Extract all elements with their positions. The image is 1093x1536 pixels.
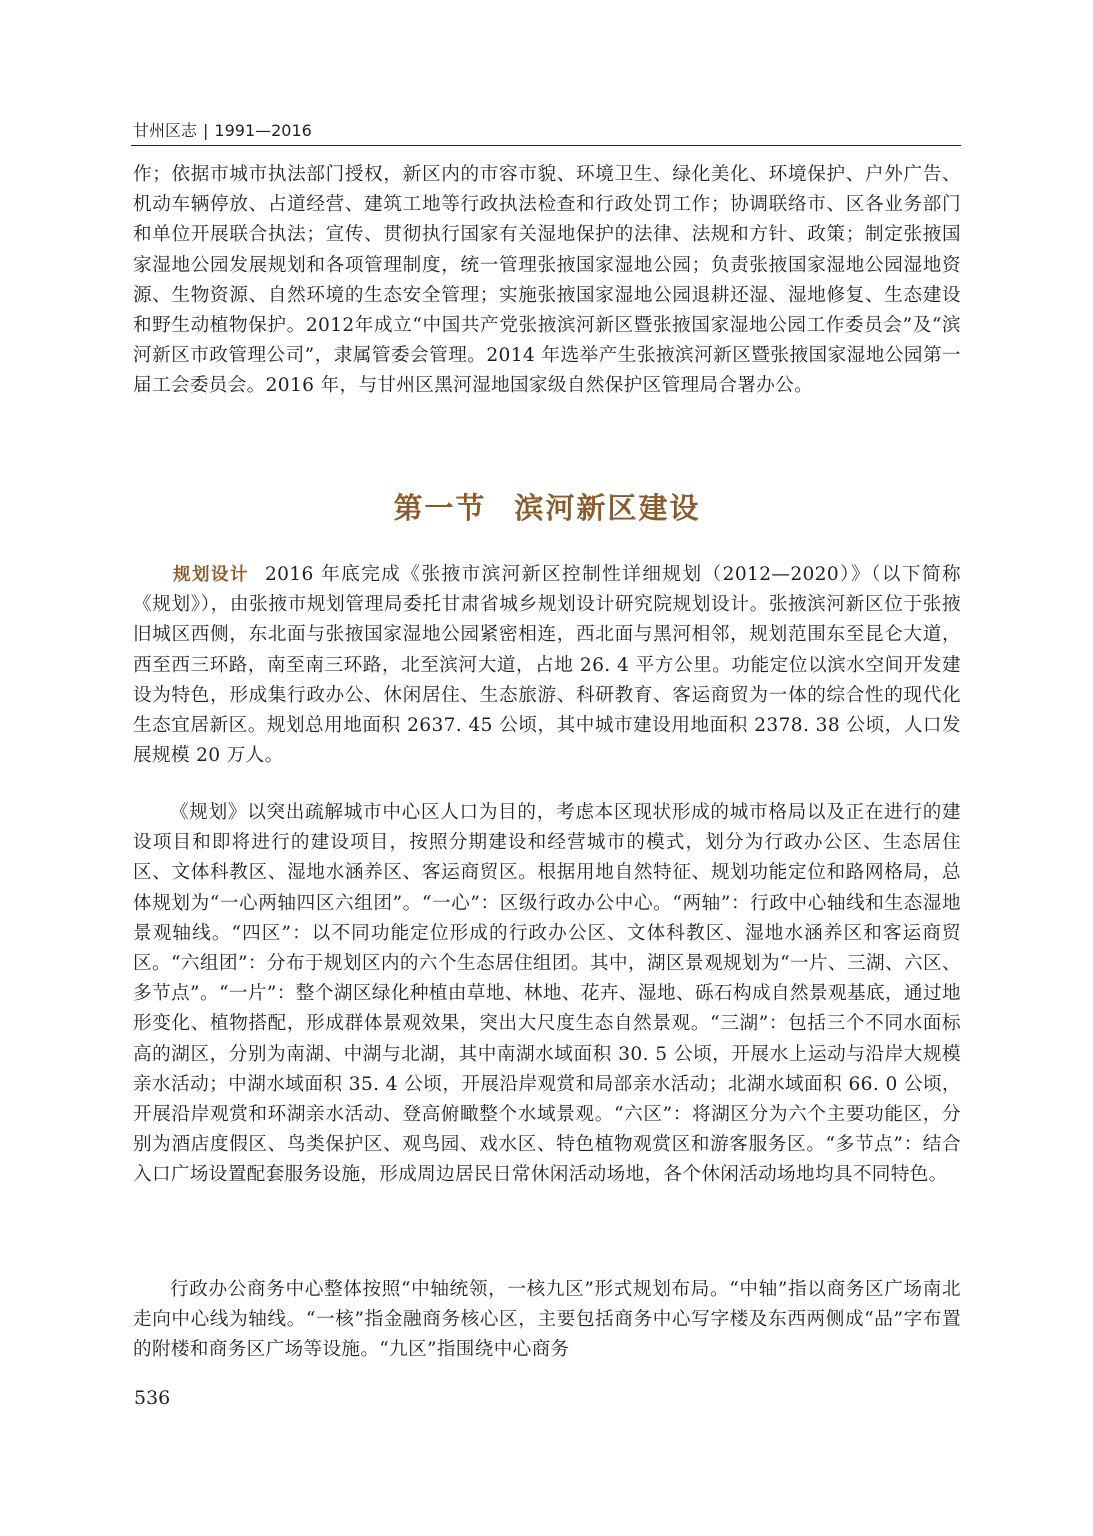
- section-heading: 滨河新区建设: [514, 491, 701, 525]
- intro-paragraph: 作；依据市城市执法部门授权，新区内的市容市貌、环境卫生、绿化美化、环境保护、户外广告、机动车辆停放、占道经营、建筑工地等行政执法检查和行政处罚工作；协调联络市、区各业务部门和单位开展联合执法；宣传、贯彻执行国家有关湿地保护的法律、法规和方针、政策；制定张掖国家湿地公园发展规划和各项管理制度，统一管理张掖国家湿地公园；负责张掖国家湿地公园湿地资源、生物资源、自然环境的生态安全管理；实施张掖国家湿地公园退耕还湿、湿地修复、生态建设和野生动植物保护。2012年成立“中国共产党张掖滨河新区暨张掖国家湿地公园工作委员会”及“滨河新区市政管理公司”，隶属管委会管理。2014 年选举产生张掖滨河新区暨张掖国家湿地公园第一届工会委员会。2016 年，与甘州区黑河湿地国家级自然保护区管理局合署办公。: [133, 164, 961, 397]
- run-in-heading: 规划设计: [173, 565, 249, 585]
- running-header: [133, 120, 961, 146]
- plan-paragraph: [133, 560, 961, 771]
- plan-paragraph-text: 2016 年底完成《张掖市滨河新区控制性详细规划（2012—2020）》（以下简称《规划》），由张掖市规划管理局委托甘肃省城乡规划设计研究院规划设计。张掖滨河新区位于张掖旧城区西侧，东北面与张掖国家湿地公园紧密相连，西北面与黑河相邻，规划范围东至昆仑大道，西至西三环路，南至南三环路，北至滨河大道，占地 26. 4 平方公里。功能定位以滨水空间开发建设为特色，形成集行政办公、休闲居住、生态旅游、科研教育、客运商贸为一体的综合性的现代化生态宜居新区。规划总用地面积 2637. 45 公顷，其中城市建设用地面积 2378. 38 公顷，人口发展规模 20 万人。: [133, 564, 961, 767]
- xingzheng-paragraph: 行政办公商务中心整体按照“中轴统领，一核九区”形式规划布局。“中轴”指以商务区广场南北走向中心线为轴线。“一核”指金融商务核心区，主要包括商务中心写字楼及东西两侧成“品”字布置的附楼和商务区广场等设施。“九区”指围绕中心商务: [133, 1279, 961, 1361]
- header-rule: [131, 145, 961, 146]
- section-number: 第一节: [393, 491, 487, 525]
- book-title: 甘州区志: [133, 121, 198, 140]
- guihua-paragraph: 《规划》以突出疏解城市中心区人口为目的，考虑本区现状形成的城市格局以及正在进行的建设项目和即将进行的建设项目，按照分期建设和经营城市的模式，划分为行政办公区、生态居住区、文体科教区、湿地水涵养区、客运商贸区。根据用地自然特征、规划功能定位和路网格局，总体规划为“一心两轴四区六组团”。“一心”：区级行政办公中心。“两轴”：行政中心轴线和生态湿地景观轴线。“四区”：以不同功能定位形成的行政办公区、文体科教区、湿地水涵养区和客运商贸区。“六组团”：分布于规划区内的六个生态居住组团。其中，湖区景观规划为“一片、三湖、六区、多节点”。“一片”：整个湖区绿化种植由草地、林地、花卉、湿地、砾石构成自然景观基底，通过地形变化、植物搭配，形成群体景观效果，突出大尺度生态自然景观。“三湖”：包括三个不同水面标高的湖区，分别为南湖、中湖与北湖，其中南湖水域面积 30. 5 公顷，开展水上运动与沿岸大规模亲水活动；中湖水域面积 35. 4 公顷，开展沿岸观赏和局部亲水活动；北湖水域面积 66. 0 公顷，开展沿岸观赏和环湖亲水活动、登高俯瞰整个水域景观。“六区”：将湖区分为六个主要功能区，分别为酒店度假区、鸟类保护区、观鸟园、戏水区、特色植物观赏区和游客服务区。“多节点”：结合入口广场设置配套服务设施，形成周边居民日常休闲活动场地，各个休闲活动场地均具不同特色。: [133, 802, 961, 1186]
- section-title: [133, 488, 961, 528]
- header-separator: |: [203, 121, 209, 140]
- page-number: 536: [134, 1387, 171, 1409]
- header-years: 1991—2016: [214, 121, 312, 140]
